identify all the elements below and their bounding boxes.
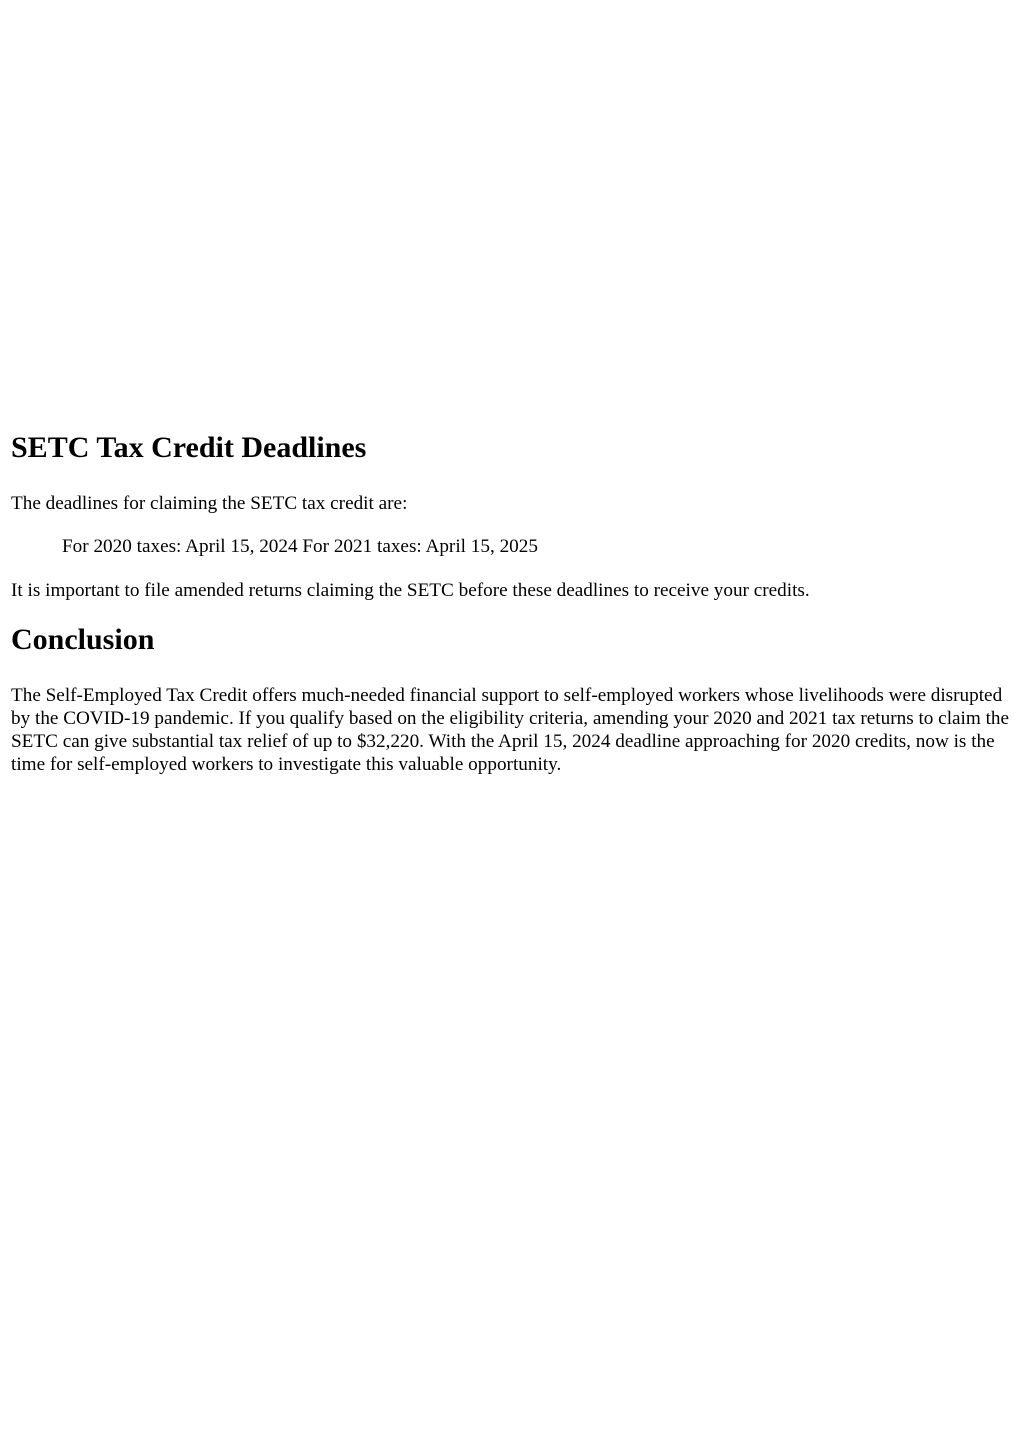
- conclusion-body: The Self-Employed Tax Credit offers much-needed financial support to self-employed workers whose livelihoods were disrupted by the COVID-19 pandemic. If you qualify based on the eligibility criteria, amending your 2020 and 2021 tax returns to claim the SETC can give substantial tax relief of up to $32,220. With the April 15, 2024 deadline approaching for 2020 credits, now is the time for self-employed workers to investigate this valuable opportunity.: [11, 685, 1010, 775]
- deadlines-note: It is important to file amended returns claiming the SETC before these deadlines to receive your credits.: [11, 580, 810, 601]
- article-content: [11, 430, 1013, 776]
- deadlines-intro: The deadlines for claiming the SETC tax credit are:: [11, 493, 408, 514]
- deadlines-list: For 2020 taxes: April 15, 2024 For 2021 taxes: April 15, 2025: [62, 536, 538, 557]
- conclusion-heading: Conclusion: [11, 623, 155, 656]
- deadlines-heading: SETC Tax Credit Deadlines: [11, 431, 367, 464]
